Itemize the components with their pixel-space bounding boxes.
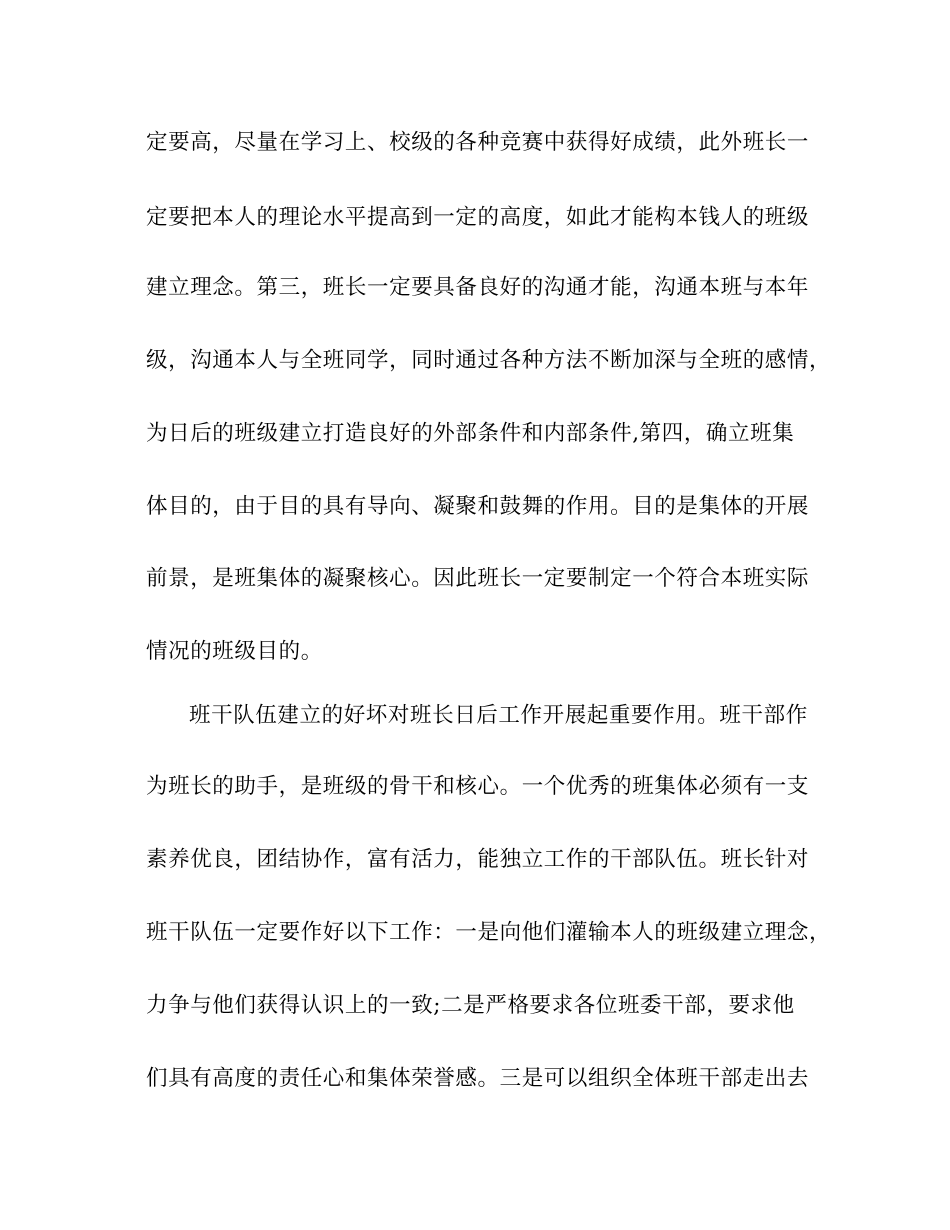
text-line: 建立理念。第三，班长一定要具备良好的沟通才能，沟通本班与本年 (146, 275, 810, 300)
text-line: 们具有高度的责任心和集体荣誉感。三是可以组织全体班干部走出去 (146, 1066, 810, 1091)
paragraph-first-line: 班干队伍建立的好坏对班长日后工作开展起重要作用。班干部作 (189, 703, 808, 728)
text-line: 班干队伍一定要作好以下工作：一是向他们灌输本人的班级建立理念， (146, 920, 832, 945)
text-line: 为班长的助手，是班级的骨干和核心。一个优秀的班集体必须有一支 (146, 774, 810, 799)
text-line: 级，沟通本人与全班同学，同时通过各种方法不断加深与全班的感情， (146, 348, 832, 373)
text-line: 体目的，由于目的具有导向、凝聚和鼓舞的作用。目的是集体的开展 (146, 494, 810, 519)
text-line: 素养优良，团结协作，富有活力，能独立工作的干部队伍。班长针对 (146, 847, 810, 872)
text-line: 力争与他们获得认识上的一致;二是严格要求各位班委干部，要求他 (146, 993, 795, 1018)
text-line: 前景，是班集体的凝聚核心。因此班长一定要制定一个符合本班实际 (146, 566, 810, 591)
text-line: 定要把本人的理论水平提高到一定的高度，如此才能构本钱人的班级 (146, 205, 810, 230)
text-line: 定要高，尽量在学习上、校级的各种竞赛中获得好成绩，此外班长一 (146, 130, 810, 155)
text-line: 为日后的班级建立打造良好的外部条件和内部条件,第四，确立班集 (146, 421, 795, 446)
text-line: 情况的班级目的。 (146, 639, 323, 664)
